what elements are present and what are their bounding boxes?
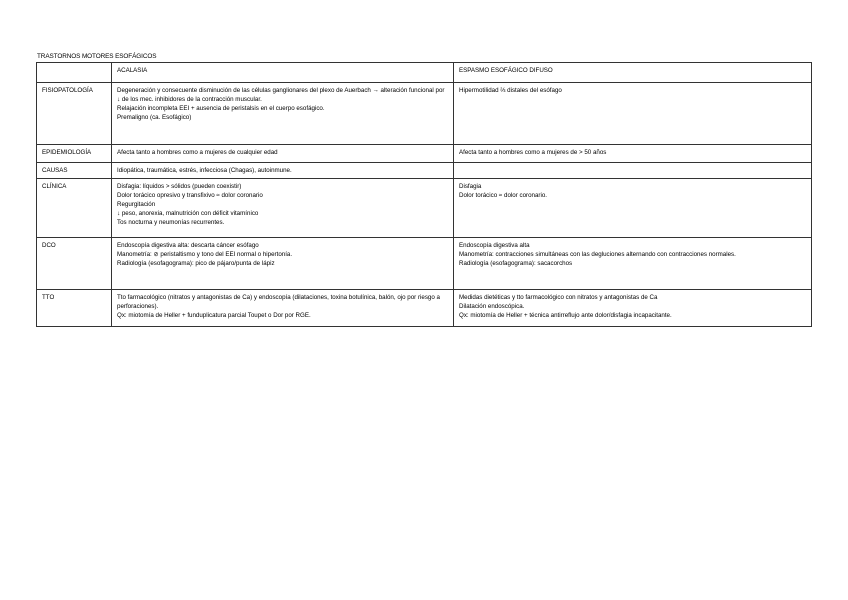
row-label-clinica: CLÍNICA: [37, 179, 112, 238]
cell-line: Regurgitación: [117, 201, 156, 208]
cell-line: Afecta tanto a hombres como a mujeres de cualquier edad: [117, 149, 278, 156]
table-row: [37, 290, 812, 327]
table-row: [37, 179, 812, 238]
disorders-table: [36, 62, 812, 327]
cell-line: Radiología (esofagograma): sacacorchos: [459, 260, 573, 267]
cell-line: Qx: miotomía de Heller + técnica antirreflujo ante dolor/disfagia incapacitante.: [459, 312, 672, 319]
row-label-fisiopatologia: FISIOPATOLOGÍA: [37, 83, 112, 145]
cell-line: Endoscopía digestiva alta: descarta cáncer esófago: [117, 242, 259, 249]
cell-line: Premaligno (ca. Esofágico): [117, 114, 192, 121]
cell-line: Disfagia: líquidos > sólidos (pueden coexistir): [117, 183, 242, 190]
cell-acalasia: [112, 179, 454, 238]
cell-line: Hipermotilidad ⅔ distales del esófago: [459, 87, 562, 94]
cell-espasmo: [454, 163, 812, 179]
cell-line: ↓ peso, anorexia, malnutrición con déficit vitamínico: [117, 210, 259, 217]
cell-line: Tos nocturna y neumonías recurrentes.: [117, 219, 225, 226]
cell-line: Manometría: contracciones simultáneas con las degluciones alternando con contracciones normales.: [459, 251, 736, 258]
cell-espasmo: [454, 83, 812, 145]
table-row: [37, 163, 812, 179]
cell-acalasia: [112, 238, 454, 290]
cell-line: Medidas dietéticas y tto farmacológico con nitratos y antagonistas de Ca: [459, 294, 658, 301]
table-header-row: [37, 63, 812, 83]
row-label-epidemiologia: EPIDEMIOLOGÍA: [37, 145, 112, 163]
cell-acalasia: [112, 83, 454, 145]
header-cell-empty: [37, 63, 112, 83]
cell-line: Manometría: ⊘ peristaltismo y tono del EEI normal o hipertonía.: [117, 251, 293, 258]
cell-line: Endoscopía digestiva alta: [459, 242, 530, 249]
table-row: [37, 238, 812, 290]
cell-line: Dolor torácico ≈ dolor coronario.: [459, 192, 547, 199]
cell-line: Dilatación endoscópica.: [459, 303, 525, 310]
cell-acalasia: [112, 290, 454, 327]
cell-line: Afecta tanto a hombres como a mujeres de > 50 años: [459, 149, 607, 156]
cell-espasmo: [454, 179, 812, 238]
cell-line: Tto farmacológico (nitratos y antagonistas de Ca) y endoscopía (dilataciones, toxina botulínica, balón, ojo por riesgo a perforaciones).: [117, 294, 440, 310]
row-label-causas: CAUSAS: [37, 163, 112, 179]
cell-line: Dolor torácico opresivo y transfixivo ≈ dolor coronario: [117, 192, 263, 199]
cell-espasmo: [454, 238, 812, 290]
row-label-dco: DCO: [37, 238, 112, 290]
cell-espasmo: [454, 290, 812, 327]
cell-line: Relajación incompleta EEI + ausencia de peristalsis en el cuerpo esofágico.: [117, 105, 325, 112]
cell-line: Radiología (esofagograma): pico de pájaro/punta de lápiz: [117, 260, 275, 267]
table-row: [37, 145, 812, 163]
row-label-tto: TTO: [37, 290, 112, 327]
cell-espasmo: [454, 145, 812, 163]
cell-acalasia: [112, 145, 454, 163]
table-row: [37, 83, 812, 145]
cell-line: Qx: miotomía de Heller + funduplicatura parcial Toupet o Dor por RGE.: [117, 312, 311, 319]
header-cell-espasmo: ESPASMO ESOFÁGICO DIFUSO: [454, 63, 812, 83]
cell-line: Idiopática, traumática, estrés, infecciosa (Chagas), autoinmune.: [117, 167, 292, 174]
document-title: TRASTORNOS MOTORES ESOFÁGICOS: [37, 53, 157, 60]
cell-line: Degeneración y consecuente disminución de las células ganglionares del plexo de Auerbach → alteración funcional por ↓ de los mec. inhibidores de la contracción muscular.: [117, 87, 445, 103]
header-cell-acalasia: ACALASIA: [112, 63, 454, 83]
cell-acalasia: [112, 163, 454, 179]
cell-line: Disfagia: [459, 183, 482, 190]
